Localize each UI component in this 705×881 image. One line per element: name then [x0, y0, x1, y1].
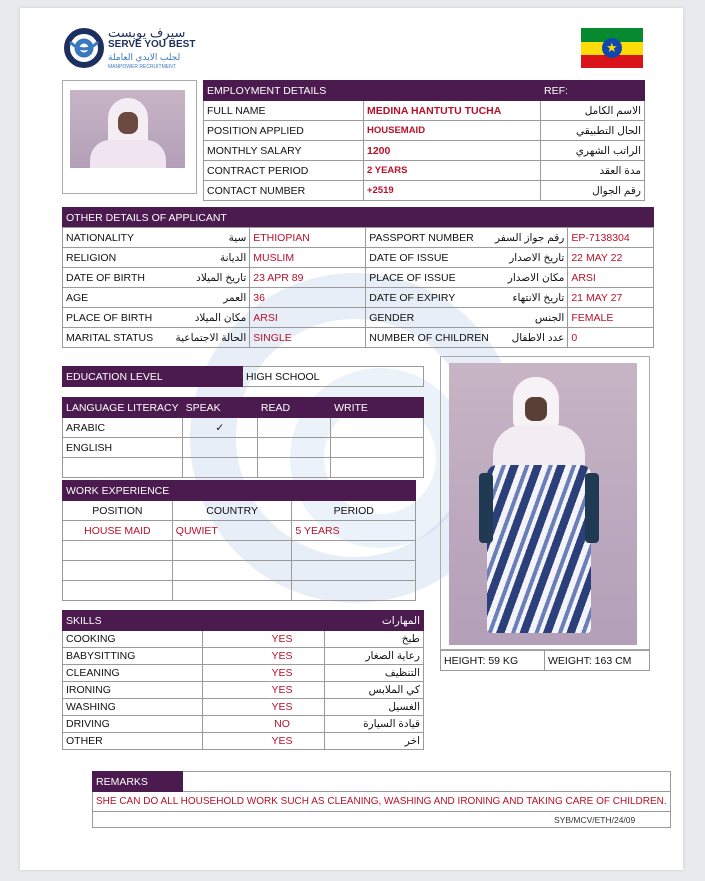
skill-row [63, 648, 424, 665]
ref-label: REF: [541, 81, 645, 101]
other-label-ar: تاريخ الميلاد [173, 268, 250, 288]
skill-label-ar: التنظيف [325, 665, 424, 682]
document-code: SYB/MCV/ETH/24/09 [554, 815, 636, 825]
other-value: ETHIOPIAN [250, 228, 366, 248]
other-value: 21 MAY 27 [568, 288, 654, 308]
work-position: HOUSE MAID [63, 521, 173, 541]
work-column-header: POSITION [63, 501, 173, 521]
skill-value: YES [203, 682, 325, 699]
write-check [331, 418, 424, 438]
height-value: HEIGHT: 59 KG [441, 651, 545, 671]
skill-label-ar: الغسيل [325, 699, 424, 716]
skill-label: DRIVING [63, 716, 203, 733]
other-label-ar: تاريخ الاصدار [492, 248, 568, 268]
salary-ar: الراتب الشهري [541, 141, 645, 161]
work-period [292, 541, 416, 561]
other-value: 23 APR 89 [250, 268, 366, 288]
skill-row [63, 699, 424, 716]
other-value: ARSI [250, 308, 366, 328]
skill-row [63, 716, 424, 733]
work-column-header: COUNTRY [172, 501, 292, 521]
contact-number-value: +2519 [364, 181, 541, 201]
skill-row [63, 682, 424, 699]
salary-label: MONTHLY SALARY [204, 141, 364, 161]
other-value: FEMALE [568, 308, 654, 328]
position-ar: الحال التطبيقي [541, 121, 645, 141]
position-label: POSITION APPLIED [204, 121, 364, 141]
skill-value: YES [203, 665, 325, 682]
other-label-ar: عدد الاطفال [492, 328, 568, 348]
other-details-row [63, 228, 654, 248]
skills-header: SKILLS [63, 611, 325, 631]
other-label: DATE OF ISSUE [366, 248, 492, 268]
full-photo-frame [440, 356, 650, 650]
skills-header-ar: المهارات [325, 611, 424, 631]
company-logo-icon [64, 28, 104, 68]
other-label-ar: الحالة الاجتماعية [173, 328, 250, 348]
work-row [63, 541, 416, 561]
other-value: SINGLE [250, 328, 366, 348]
other-value: EP-7138304 [568, 228, 654, 248]
language-row [63, 418, 424, 438]
ethiopia-flag-icon: ★ [581, 28, 643, 68]
work-period: 5 YEARS [292, 521, 416, 541]
work-experience-header: WORK EXPERIENCE [63, 481, 416, 501]
skill-label: WASHING [63, 699, 203, 716]
education-value: HIGH SCHOOL [243, 367, 424, 387]
skills-table [62, 610, 424, 750]
other-details-table [62, 207, 654, 228]
read-check [257, 438, 330, 458]
other-details-row [63, 248, 654, 268]
work-row [63, 581, 416, 601]
skill-label: CLEANING [63, 665, 203, 682]
other-label-ar: العمر [173, 288, 250, 308]
other-label: RELIGION [63, 248, 173, 268]
other-label-ar: الجنس [492, 308, 568, 328]
other-value: 22 MAY 22 [568, 248, 654, 268]
language-header: WRITE [331, 398, 424, 418]
remarks-text: SHE CAN DO ALL HOUSEHOLD WORK SUCH AS CLEANING, WASHING AND IRONING AND TAKING CARE OF CHILDREN. [93, 792, 671, 812]
remarks-header: REMARKS [93, 772, 183, 792]
company-name-en: SERVE YOU BEST [108, 39, 196, 50]
education-table [62, 366, 424, 387]
language-header: READ [257, 398, 330, 418]
applicant-photo [70, 90, 185, 168]
other-label-ar: سية [173, 228, 250, 248]
contract-period-label: CONTRACT PERIOD [204, 161, 364, 181]
skill-value: YES [203, 699, 325, 716]
language-name [63, 458, 183, 478]
applicant-photo-frame [62, 80, 197, 194]
contact-number-label: CONTACT NUMBER [204, 181, 364, 201]
speak-check [182, 438, 257, 458]
position-value: HOUSEMAID [364, 121, 541, 141]
skill-value: NO [203, 716, 325, 733]
other-label-ar: تاريخ الانتهاء [492, 288, 568, 308]
other-label: NUMBER OF CHILDREN [366, 328, 492, 348]
language-name: ENGLISH [63, 438, 183, 458]
other-label: PLACE OF BIRTH [63, 308, 173, 328]
salary-value: 1200 [364, 141, 541, 161]
work-period [292, 581, 416, 601]
skill-row [63, 733, 424, 750]
full-name-label: FULL NAME [204, 101, 364, 121]
weight-value: WEIGHT: 163 CM [545, 651, 650, 671]
language-header: LANGUAGE LITERACY [63, 398, 183, 418]
other-details-row [63, 288, 654, 308]
work-country [172, 561, 292, 581]
work-country: QUWIET [172, 521, 292, 541]
skill-label: OTHER [63, 733, 203, 750]
skill-label: BABYSITTING [63, 648, 203, 665]
employment-header: EMPLOYMENT DETAILS [204, 81, 541, 101]
education-label: EDUCATION LEVEL [63, 367, 243, 387]
work-position [63, 541, 173, 561]
skill-label-ar: كي الملابس [325, 682, 424, 699]
other-value: MUSLIM [250, 248, 366, 268]
contract-period-value: 2 YEARS [364, 161, 541, 181]
employment-table [203, 80, 645, 201]
other-label: GENDER [366, 308, 492, 328]
other-details-rows [62, 227, 654, 348]
language-table [62, 397, 424, 478]
work-row [63, 561, 416, 581]
other-value: ARSI [568, 268, 654, 288]
cv-page [20, 8, 683, 870]
skill-label-ar: قيادة السيارة [325, 716, 424, 733]
skill-label: IRONING [63, 682, 203, 699]
skill-label-ar: طبخ [325, 631, 424, 648]
other-details-header: OTHER DETAILS OF APPLICANT [63, 208, 640, 228]
applicant-full-photo [449, 363, 637, 645]
skill-value: YES [203, 648, 325, 665]
speak-check [182, 458, 257, 478]
other-label-ar: مكان الميلاد [173, 308, 250, 328]
write-check [331, 438, 424, 458]
other-label-ar: الديانة [173, 248, 250, 268]
other-details-row [63, 308, 654, 328]
work-country [172, 541, 292, 561]
other-label-ar: رقم جواز السفر [492, 228, 568, 248]
company-name-ar: سيرف يوبست [108, 25, 186, 40]
measures-table [440, 650, 650, 671]
work-period [292, 561, 416, 581]
speak-check: ✓ [182, 418, 257, 438]
skill-value: YES [203, 733, 325, 750]
work-country [172, 581, 292, 601]
write-check [331, 458, 424, 478]
language-name: ARABIC [63, 418, 183, 438]
other-label: PLACE OF ISSUE [366, 268, 492, 288]
other-label: AGE [63, 288, 173, 308]
work-experience-table [62, 480, 416, 601]
skill-label-ar: اخر [325, 733, 424, 750]
company-sub-ar: لجلب الايدي العاملة [108, 52, 181, 62]
work-position [63, 561, 173, 581]
full-name-value: MEDINA HANTUTU TUCHA [364, 101, 541, 121]
other-label: NATIONALITY [63, 228, 173, 248]
skill-label: COOKING [63, 631, 203, 648]
other-value: 0 [568, 328, 654, 348]
skill-row [63, 631, 424, 648]
other-label-ar: مكان الاصدار [492, 268, 568, 288]
other-label: PASSPORT NUMBER [366, 228, 492, 248]
contract-period-ar: مدة العقد [541, 161, 645, 181]
read-check [257, 418, 330, 438]
other-label: MARITAL STATUS [63, 328, 173, 348]
language-header: SPEAK [182, 398, 257, 418]
read-check [257, 458, 330, 478]
skill-value: YES [203, 631, 325, 648]
skill-row [63, 665, 424, 682]
language-row [63, 458, 424, 478]
work-position [63, 581, 173, 601]
other-label: DATE OF EXPIRY [366, 288, 492, 308]
language-row [63, 438, 424, 458]
full-name-ar: الاسم الكامل [541, 101, 645, 121]
other-value: 36 [250, 288, 366, 308]
skill-label-ar: رعاية الصغار [325, 648, 424, 665]
work-column-header: PERIOD [292, 501, 416, 521]
work-row [63, 521, 416, 541]
other-details-row [63, 328, 654, 348]
company-sub-en: MANPOWER RECRUITMENT [108, 64, 176, 70]
contact-number-ar: رقم الجوال [541, 181, 645, 201]
other-label: DATE OF BIRTH [63, 268, 173, 288]
other-details-row [63, 268, 654, 288]
